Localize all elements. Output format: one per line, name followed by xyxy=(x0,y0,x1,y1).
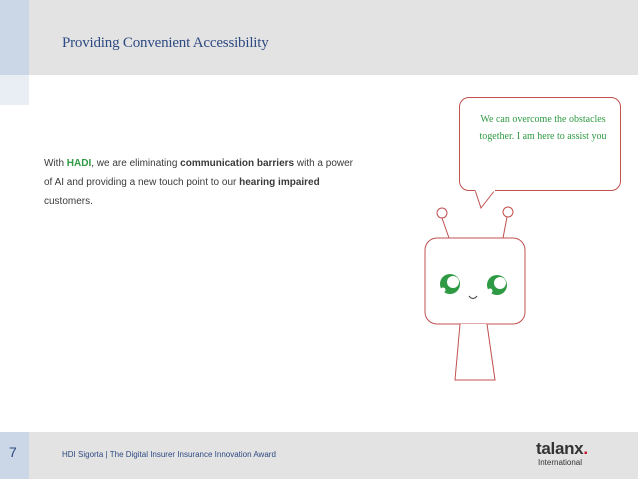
body-text-4: customers. xyxy=(44,196,93,207)
robot-antenna-right xyxy=(503,217,507,238)
body-text-3: with a power of AI and providing a new touch point to our xyxy=(44,158,354,188)
robot-illustration xyxy=(415,180,535,390)
robot-antenna-left-tip xyxy=(437,208,447,218)
communication-barriers-text: communication barriers xyxy=(180,158,295,169)
robot-neck xyxy=(455,324,495,380)
logo-subtitle: International xyxy=(538,458,583,467)
speech-bubble-tail xyxy=(475,190,495,208)
robot-head xyxy=(425,238,525,324)
logo-wordmark: talanx xyxy=(536,439,584,458)
header-accent xyxy=(0,0,29,75)
hadi-highlight: HADI xyxy=(66,158,92,169)
logo-dot: . xyxy=(583,439,588,458)
body-paragraph xyxy=(44,154,364,211)
footer-caption: HDI Sigorta | The Digital Insurer Insurance Innovation Award xyxy=(62,450,276,459)
speech-bubble-text: We can overcome the obstacles together. I am here to assist you xyxy=(479,114,607,142)
body-text-1: With xyxy=(44,158,67,169)
robot-antenna-left xyxy=(442,218,449,238)
slide-title: Providing Convenient Accessibility xyxy=(62,35,269,51)
talanx-logo xyxy=(536,439,588,459)
left-accent-strip xyxy=(0,75,29,105)
robot-antenna-right-tip xyxy=(503,207,513,217)
body-text-2: , we are eliminating xyxy=(91,158,181,169)
page-number: 7 xyxy=(9,444,17,460)
hearing-impaired-text: hearing impaired xyxy=(239,177,320,188)
